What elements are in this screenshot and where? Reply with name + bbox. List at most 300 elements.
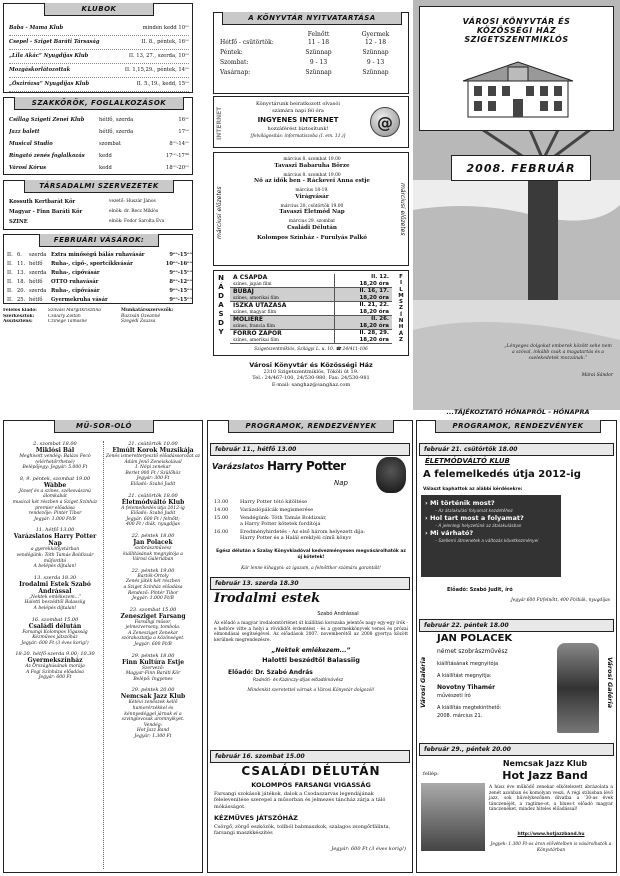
tars-contact: elnök: Fodor Sarolta Éva — [109, 219, 165, 225]
musor-date: 18-20. hétfő-szerda 9.00; 10.30 — [15, 651, 95, 658]
klub-time: II. 5.,19., kedd, 15ᵒᵒ — [136, 81, 189, 87]
film-right — [334, 330, 392, 343]
musor-txt: Farsangi műsor, jelmezverseny, tombola. A Zenesziget Zenekar szórakoztatja a közönséget. Jegyár: 600 Ft/B — [121, 619, 185, 648]
prog1-section — [207, 420, 413, 873]
film-title: A CSAPDA — [233, 274, 268, 281]
film-right — [334, 288, 392, 301]
masthead-photo — [413, 0, 620, 410]
marc-date: március 8. szombat 19.00 — [283, 157, 341, 162]
februari-header: FEBRUÁRI VÁSÁROK: — [39, 234, 159, 247]
film-row — [230, 330, 392, 344]
col-gyermek: Gyermek — [361, 31, 390, 38]
klub-time: minden kedd 10ᵒᵒ — [142, 25, 189, 31]
musor-txt: szobrászművész kiállításának megnyitója a Városi Galériában — [123, 545, 183, 563]
jazz-fellep: fellép: — [423, 771, 439, 777]
film-sub: színes, magyar film — [233, 310, 277, 315]
film-date: II. 12. — [371, 274, 389, 280]
film-left — [230, 274, 334, 287]
hp-desc: Eredményhirdetés - Az első három helyezett díja: Harry Potter és a Halál ereklyéi című könyv — [240, 529, 365, 541]
tarsadalmi-section — [3, 180, 193, 230]
hp-row — [214, 529, 408, 541]
film-time: 18,20 óra — [359, 337, 389, 343]
marc-date: március 18-19. — [295, 188, 329, 194]
hp-title3: Nap — [334, 479, 348, 487]
filmszinhaz-letter: H — [398, 324, 404, 331]
film-right — [334, 302, 392, 315]
klubok-section — [3, 3, 193, 93]
hp-row — [214, 515, 408, 527]
vasar-month: II. — [7, 279, 13, 285]
szak-name: Jazz balett — [9, 128, 40, 135]
jazz-band: Hot Jazz Band — [502, 769, 588, 782]
musor-item — [7, 651, 103, 681]
masthead-title-box — [419, 6, 614, 131]
musor-item — [7, 527, 103, 569]
internet-section — [213, 96, 409, 148]
musor-txt: Farsangi Kolompos Vigasság Kézműves játszóház Jegyár: 600 Ft (3 éves korig!) — [21, 629, 89, 646]
musor-date: 16. szombat 15.00 — [31, 616, 79, 623]
marc-date: március 8. szombat 19.00 — [283, 172, 341, 178]
klub-name: „Lila Akác” Nyugdíjas Klub — [9, 53, 89, 59]
vasar-month: II. — [7, 252, 13, 258]
e1-answer: – Az átalakulási folyamat kezdetéhez — [435, 508, 513, 513]
cim-addr: 2310 Szigetszentmiklós, Tököli út 19. — [263, 369, 359, 375]
musor-title: Finn Kultúra Estje — [121, 658, 185, 666]
klub-time: II. 8., péntek, 16ᵒᵒ — [141, 39, 189, 45]
tars-row — [9, 217, 189, 227]
szak-name: Ringató zenés foglalkozás — [9, 152, 85, 159]
month-box — [451, 155, 591, 181]
nyitva-row — [220, 48, 404, 58]
vasar-month: II. — [7, 297, 13, 303]
filmszinhaz-letter: F — [399, 274, 403, 280]
internet-line1: Könyvtárunk beiratkozott olvasói — [256, 101, 340, 107]
klub-time: II. 13, 27., szerda, 10ᵒᵒ — [128, 53, 189, 59]
nyitva-day: Vasárnap: — [220, 69, 251, 76]
nyitva-felnott: Szünnap — [305, 69, 332, 76]
szak-time: 17ᵒᵒ-17³⁰ — [165, 152, 189, 159]
e1-answer: – Szellemi átmenetek a változás következményei — [435, 538, 539, 543]
tars-contact: elnök: dr. Becz Miklós — [109, 209, 159, 215]
marc-item — [232, 235, 392, 242]
szak-time: 16ᵒᵒ — [178, 116, 189, 123]
musor-txt: A felemelkedés útja 2012-ig Előadó: Szabó Judit Jegyár: 600 Ft / felnőtt; 400 Ft / diák, nyugdíjas — [121, 505, 185, 528]
nadasdy-letter: D — [218, 319, 224, 327]
kiado-section — [3, 308, 193, 336]
nyitvatartas-section — [213, 12, 409, 94]
musor-date: 21. csütörtök 18.00 — [128, 492, 178, 499]
filmszinhaz-letter: L — [399, 286, 403, 293]
marc-title: Virágvásár — [295, 193, 329, 200]
szak-day: kedd — [99, 164, 112, 171]
prog1-e3-date: február 16. szombat 15.00 — [210, 750, 410, 763]
jazz-txt: A húsz éve működő zenekar elkötelezett ábrázolata a zenét azonban és komolyan veszi. A régi stílusban lévő jazz, sok hüvelykezőnen divatba a '30-as évek tánczenéjét, a ragtime-ot, a blues-t előadó magyar tánczenéket, mindez hiteles előadással! — [489, 785, 613, 813]
e2-quote: „Nektek emlékezem...” — [271, 647, 351, 654]
tars-row — [9, 207, 189, 217]
film-title: BÜBÁJ — [233, 288, 254, 295]
film-date: II. 21, 22. — [359, 302, 389, 308]
vasar-time: 10ᵒᵒ-16ᵒᵒ — [165, 261, 192, 267]
vasar-num: 6. — [17, 252, 22, 258]
vasar-day: szerda — [29, 270, 47, 276]
nadasdy-letter: S — [218, 310, 224, 318]
film-right — [334, 316, 392, 329]
musor-txt: Kétévi zenészek kellő humorérzékkel és kénnyedéggel járnak el a szvinglovcsak aromnyikyet. Vendég: Hot Jazz Band Jegyár: 1.300 Ft — [121, 700, 185, 739]
kiado-val: Czinege Tamásné — [48, 319, 87, 325]
polacek-txt2: A kiállítást megnyitja: — [437, 673, 492, 679]
nyitva-day: Hétfő - csütörtök: — [220, 39, 274, 46]
kiado-right-val: Buzzsán Ozeanné — [121, 313, 161, 319]
hp-foot: Kár lenne kihagyni: az igazam, a felnőttkor számára garantált! — [241, 566, 381, 571]
tars-contact: vezető: Huszár János — [109, 199, 156, 205]
film-right — [334, 274, 392, 287]
tars-name: SZINE — [9, 218, 28, 225]
prog2-e1-date: február 21. csütörtök 18.00 — [419, 443, 614, 456]
film-left — [230, 316, 334, 329]
februari-vasarok-section — [3, 234, 193, 304]
tars-name: Kossuth Kertbarát Kör — [9, 198, 76, 205]
vasar-row — [7, 287, 192, 296]
marciusi-side-left: márciusi előzetes — [216, 186, 223, 240]
nyitva-gyermek: Szünnap — [362, 49, 389, 56]
vasar-day: hétfő — [29, 261, 43, 267]
hp-row — [214, 499, 408, 505]
vasar-num: 20. — [17, 288, 26, 294]
tars-name: Magyar - Finn Baráti Kör — [9, 208, 83, 215]
musor-date: 8, 9. péntek, szombat 19.00 — [19, 475, 91, 482]
film-time: 18,20 óra — [359, 295, 389, 301]
klub-name: Csepel - Sziget Baráti Társaság — [9, 39, 100, 45]
film-row — [230, 302, 392, 316]
tars-row — [9, 197, 189, 207]
hp-title1: Varázslatos — [212, 462, 264, 471]
musor-date: 29. péntek 18.00 — [131, 652, 175, 659]
vasar-month: II. — [7, 270, 13, 276]
musor-txt: „Nektek emlékezem...” Halotti beszédtől Balassiig A belépés díjtalan! — [24, 594, 86, 611]
jazz-price: Jegyek: 1.300 Ft-os áron elővételben is vásárolhatók a Könyvtárban — [490, 842, 612, 853]
nyitva-felnott: 11 - 18 — [307, 39, 330, 46]
musor-date: 22. péntek 19.00 — [131, 567, 175, 574]
cim-name: Városi Könyvtár és Közösségi Ház — [249, 361, 373, 369]
marc-title: Tavaszi Életmód Nap — [279, 209, 345, 216]
library-building-icon — [458, 59, 578, 119]
film-title: FORRÓ ZÁPOR — [233, 330, 282, 337]
film-sub: színes, amerikai film — [233, 296, 279, 301]
szakkorok-header: SZAKKÖRÖK, FOGLALKOZÁSOK — [14, 97, 184, 110]
internet-line4: [felvilágosítás: informatiszoba (I. em. 11.)] — [250, 134, 346, 139]
vasar-day: hétfő — [29, 297, 43, 303]
masthead-quote: „Lényeges dolgokat emberek között sehe nem a szóval, inkább csak a magatartás és a cselekedetek mozzának.” — [504, 344, 612, 361]
nadasdy-section — [213, 270, 409, 356]
marc-date: március 29. szombat — [288, 219, 336, 225]
e2-quote2: Halotti beszédtől Balassiig — [262, 656, 360, 664]
klub-name: „Őszirózsa” Nyugdíjas Klub — [9, 81, 90, 87]
film-date: II. 16, 17. — [359, 288, 389, 294]
e2-foot: Mindenkit szeretettel várnak a Városi Könyvtár dolgozói! — [247, 688, 375, 693]
harry-potter-icon — [376, 457, 406, 493]
marc-item — [232, 173, 392, 186]
nadasdy-letter: D — [218, 292, 224, 300]
nadasdy-footer: Szigetszentmiklós, Szilágyi L. u. 10. ☎ 24/411-106 — [254, 347, 368, 353]
musor-txt: József és a színes, szélesvásznú álomkabát musical két részben a Sziget Színház premier előadása rendezője: Pintér Tibor Jegyár: 1.000 Ft/B — [12, 488, 98, 522]
internet-line2: számára napi fél óra — [272, 108, 324, 114]
vasar-num: 18. — [17, 279, 26, 285]
film-title: ISZKA UTAZÁSA — [233, 302, 287, 309]
internet-side: INTERNET — [216, 106, 223, 140]
filmszinhaz-letter: Z — [399, 305, 403, 312]
e2-title: Irodalmi estek — [214, 591, 321, 606]
nyitva-row — [220, 58, 404, 68]
marc-date: március 20. csütörtök 19.00 — [280, 203, 344, 209]
kiado-right-label: Munkatársszervezők: — [121, 308, 174, 313]
szakkorok-section — [3, 97, 193, 175]
musor-section — [3, 420, 203, 873]
jazz-url[interactable]: http://www.hotjazzband.hu — [517, 832, 585, 837]
musor-item — [105, 687, 201, 739]
nadasdy-letter: Á — [218, 283, 224, 291]
e2-txt: Az előadó a magyar irodalomtörténet út kiállítási korszaka jelentős nagy egy-egy írók - e heltöre vitte a helyi a rövididőt érdemtést - és a gyermekkönyvek versei és prózai elmondásai segítségével. Az előadások 2007. novemberétől az 2008 gyertya között kerülnek megrendezésre. — [214, 621, 408, 643]
e1-question: › Mi történik most? — [425, 499, 495, 507]
klubok-header: KLUBOK — [44, 3, 154, 16]
musor-title: Varázslatos Harry Potter Nap — [13, 533, 97, 548]
szak-name: Csillag Szigeti Zenei Klub — [9, 116, 85, 123]
kiado-val: Szilvási Margitkrisztina — [48, 308, 101, 313]
prog2-header: PROGRAMOK, RENDEZVÉNYEK — [435, 420, 601, 433]
szak-name: Városi Kórus — [9, 164, 47, 171]
prog1-e2-date: február 13. szerda 18.30 — [210, 577, 410, 590]
musor-item — [7, 476, 103, 523]
musor-title: Wábbe — [43, 481, 67, 489]
e3-sub2: KÉZMŰVES JÁTSZÓHÁZ — [214, 814, 298, 822]
szak-row — [9, 126, 189, 138]
szak-row — [9, 162, 189, 174]
polacek-txt4: művészeti író — [437, 693, 471, 699]
szak-day: szombat — [99, 140, 121, 147]
klub-time: II. 1,15,29., péntek, 14ᵒᵒ — [124, 67, 189, 73]
masthead-line1: VÁROSI KÖNYVTÁR ÉS — [462, 17, 571, 26]
kiado-label: Szerkesztők: — [3, 313, 35, 319]
vasar-row — [7, 278, 192, 287]
marc-item — [232, 219, 392, 232]
e3-sub: KOLOMPOS FARSANGI VIGASSÁG — [251, 781, 371, 789]
vasar-name: Ruha-, cipővásár — [51, 270, 100, 276]
month-label: 2008. FEBRUÁR — [466, 161, 576, 175]
vasar-day: hétfő — [29, 279, 43, 285]
musor-item — [105, 533, 201, 563]
e1-question: › Mi várható? — [425, 529, 474, 537]
vasar-time: 9ᵒᵒ-15ᵒᵒ — [169, 297, 192, 303]
film-sub: színes, japán film — [233, 282, 272, 287]
film-sub: színes, amerikai film — [233, 338, 279, 343]
vasar-time: 9ᵒᵒ-15ᵒᵒ — [169, 288, 192, 294]
e1-by: Előadó: Szabó Judit, író — [447, 587, 513, 593]
musor-title: Jan Polacek — [133, 538, 173, 546]
filmszinhaz-letter: N — [398, 318, 404, 325]
musor-item — [7, 617, 103, 647]
musor-item — [105, 493, 201, 528]
kiado-label: Felelős kiadó: — [3, 308, 37, 313]
vasar-month: II. — [7, 288, 13, 294]
hp-row — [214, 507, 408, 513]
kiado-val: Csilláry Zoltán — [48, 313, 81, 319]
film-sub: színes, francia film — [233, 324, 275, 329]
e2-sub: Szabó Andrással — [317, 611, 359, 617]
musor-date: 22. péntek 18.00 — [131, 532, 175, 539]
polacek-txt6: 2008. március 21. — [437, 713, 483, 719]
vasar-row — [7, 251, 192, 260]
film-left — [230, 302, 334, 315]
nyitva-day: Szombat: — [220, 59, 249, 66]
hp-note: Egész délután a Szalay Könyvkiadóval kedvezményesen megvásárolhatók az új kötetek! — [216, 549, 406, 560]
klub-row — [9, 36, 189, 50]
e2-by2: Radnóti- és Kazinczy-díjas előadóművész — [253, 678, 344, 683]
vasar-num: 25. — [17, 297, 26, 303]
musor-title: Miklósi Bál — [35, 447, 75, 454]
marciusi-section — [213, 152, 409, 266]
vasar-name: Ruha-, cipővásár — [51, 288, 100, 294]
nadasdy-letter: A — [218, 301, 224, 309]
filmszinhaz-side — [396, 274, 406, 343]
szak-day: hétfő, szerda — [99, 116, 134, 123]
e3-price: Jegyár: 600 Ft (3 éves korig!) — [331, 846, 406, 852]
nadasdy-side — [216, 274, 226, 337]
cim-email: E-mail: sanghaz@sanghaz.com — [271, 381, 351, 388]
vasar-name: OTTO ruhavásár — [51, 279, 99, 285]
film-date: II. 26. — [371, 316, 389, 322]
kiado-right-val: Szegedi Zsuzsa — [121, 319, 156, 325]
klub-row — [9, 64, 189, 78]
polacek-txt5: A kiállítás megtekinthető: — [437, 705, 502, 711]
vasar-day: szerda — [29, 288, 47, 294]
film-time: 18,20 óra — [359, 309, 389, 315]
cim-section — [213, 359, 409, 399]
e1-title: A felemelkedés útja 2012-ig — [423, 469, 581, 480]
musor-item — [7, 441, 103, 471]
musor-date: 13. szerda 18.30 — [33, 574, 77, 581]
e1-price: Jegyár 600 Ft/felnőtt, 400 Ft/diák, nyugdíjas — [511, 598, 610, 603]
musor-item — [105, 607, 201, 648]
musor-title: Életmódváltó Klub — [121, 498, 185, 506]
film-date: II. 28, 29. — [359, 330, 389, 336]
vasar-name: Gyermekruha vásár — [51, 297, 108, 303]
film-row — [230, 288, 392, 302]
szak-row — [9, 114, 189, 126]
vasar-month: II. — [7, 261, 13, 267]
jazz-title: Nemcsak Jazz Klub — [502, 759, 588, 768]
szak-day: hétfő, szerda — [99, 128, 134, 135]
filmszinhaz-letter: I — [399, 280, 403, 287]
filmszinhaz-letter: M — [398, 292, 404, 299]
nadasdy-letter: Y — [218, 328, 224, 336]
e1-logo: ÉLETMÓDVÁLTÓ KLUB — [425, 457, 510, 465]
marc-item — [232, 157, 392, 170]
musor-date: 29. péntek 20.00 — [131, 687, 175, 694]
e2-side-right: Városi Galéria — [606, 656, 614, 709]
filmszinhaz-letter: S — [399, 299, 403, 306]
prog1-e1-date: február 11., hétfő 13.00 — [210, 443, 410, 456]
szak-name: Musical Studio — [9, 140, 53, 147]
marc-title: Kolompos Színház - Furulyás Palkó — [257, 234, 367, 241]
klub-name: Baba - Mama Klub — [9, 25, 64, 31]
film-row — [230, 274, 392, 288]
nyitva-gyermek: Szünnap — [362, 69, 389, 76]
internet-line3: hozzáférést biztosítunk! — [267, 126, 329, 132]
klub-name: Mozgáskorlátozottak — [9, 67, 71, 73]
marc-item — [232, 204, 392, 217]
e1-question: › Hol tart most a folyamat? — [425, 514, 524, 522]
vasar-num: 13. — [17, 270, 26, 276]
musor-date: 23. szombat 15.00 — [129, 606, 177, 613]
szak-row — [9, 150, 189, 162]
musor-title: Zenesziget Farsang — [120, 612, 186, 620]
musor-title: Elmúlt Korok Muzsikája — [112, 447, 194, 454]
polacek-txt1: kiállításának megnyitója — [437, 661, 499, 667]
vasar-time: 9ᵒᵒ-15ᵒᵒ — [169, 252, 192, 258]
vasar-name: Ruha-, cipő-, sportcikkvásár — [51, 261, 133, 267]
jazz-band-photo — [421, 783, 485, 851]
prog2-e2-date: február 22. péntek 18.00 — [419, 619, 614, 632]
musor-date: 2. szombat 18.00 — [33, 441, 77, 447]
e3-txt2: Csörgő, zörgő eszközök, tollból babmaszkok, szalagos zsongőrfálinta, farsangi maszkkészítés — [214, 824, 391, 837]
col-felnott: Felnőtt — [307, 31, 330, 38]
film-left — [230, 330, 334, 343]
marc-title: Nő az idők ben - Ráckevei Anna estje — [254, 178, 370, 185]
nyitva-row — [220, 68, 404, 78]
nyitva-gyermek: 9 - 13 — [366, 59, 385, 66]
film-row — [230, 316, 392, 330]
filmszinhaz-letter: Z — [399, 336, 403, 343]
marc-item — [232, 188, 392, 201]
szak-time: 18ᵒᵒ-20ᵒᵒ — [166, 164, 189, 171]
musor-txt: a gyerekkönyvtárban vendégünk: Tóth Tamás Boldizsár műfordító A belépés díjtalan! — [16, 547, 94, 570]
masthead-quote-author: Márai Sándor — [581, 373, 613, 378]
marc-title: Tavaszi Babaruha Börze — [274, 162, 350, 169]
musor-txt: Szervező: Magyar-Finn Baráti Kör Belépő: Ingyenes — [125, 665, 181, 682]
vasar-row — [7, 269, 192, 278]
musor-date: 11. hétfő 13.00 — [35, 527, 75, 534]
hp-time: 16.00 — [214, 529, 229, 535]
marc-title: Családi Délután — [287, 224, 337, 231]
at-icon: @ — [370, 107, 400, 137]
musor-title: Gyermekszínház — [27, 657, 83, 665]
film-left — [230, 288, 334, 301]
vasar-row — [7, 296, 192, 305]
nyitva-gyermek: 12 - 18 — [364, 39, 387, 46]
e1-intro: Választ kaphattok az alábbi kérdésekre: — [423, 487, 523, 492]
musor-header: MŰ-SOR-OLÓ — [54, 420, 154, 433]
film-time: 18,20 óra — [359, 323, 389, 329]
masthead-line2: KÖZÖSSÉGI HÁZ — [476, 26, 557, 35]
musor-item — [105, 441, 201, 488]
vasar-name: Extra minőségű bálás ruhavásár — [51, 252, 145, 258]
prog2-section — [416, 420, 617, 873]
nyitvatartas-header: A KÖNYVTÁR NYITVATARTÁSA — [222, 12, 402, 25]
kiado-label: Asszisztens: — [3, 319, 33, 325]
film-title: MOLIÈRE — [233, 316, 263, 323]
hp-desc: Harry Potter tótó kitöltése — [240, 499, 308, 505]
kiado-row — [3, 319, 113, 325]
nyitva-row — [220, 38, 404, 48]
musor-title: Nemcsak Jazz Klub — [120, 693, 186, 701]
polacek-name: JAN POLACEK — [437, 633, 513, 644]
e2-by: Előadó: Dr. Szabó András — [228, 669, 313, 676]
musor-title: Családi délután — [28, 622, 82, 630]
musor-txt: Zenés ismeretterjesztő előadássorozat az Ádám Jenő Zeneiskolával I. Népi zenekar Berlet 900 Ft / Szülőhöz Jegyár: 300 Ft Előadó: Szabó Judit — [105, 454, 201, 487]
nyitva-day: Péntek: — [220, 49, 243, 56]
szak-row — [9, 138, 189, 150]
vasar-row — [7, 260, 192, 269]
musor-txt: Az Országhúsának morája A Fogi Színháza előadása Jegyár: 600 Ft — [25, 664, 85, 681]
